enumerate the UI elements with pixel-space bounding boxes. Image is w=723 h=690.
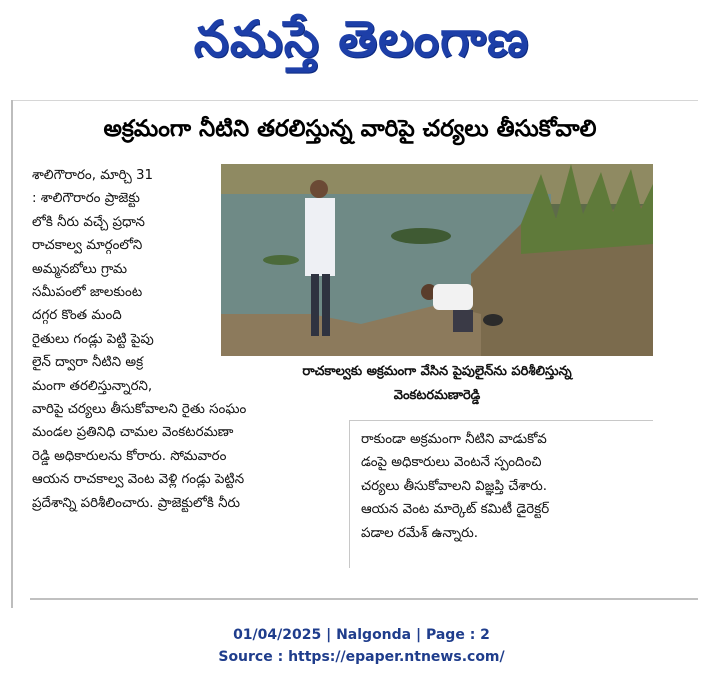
- body-line: రాకుండా అక్రమంగా నీటిని వాడుకోవ: [361, 432, 547, 447]
- body-line: : శాలిగౌరారం ప్రాజెక్టు: [32, 191, 140, 207]
- body-line: చర్యలు తీసుకోవాలని విజ్ఞప్తి చేశారు.: [361, 478, 548, 494]
- photo-weeds: [391, 228, 451, 244]
- footer-source-link[interactable]: Source : https://epaper.ntnews.com/: [218, 649, 505, 665]
- photo-caption: [221, 360, 653, 414]
- body-line: ఆయన రాచకాల్వ వెంట వెళ్లి గండ్లు పెట్టిన: [32, 472, 245, 488]
- body-line: లైన్ ద్వారా నీటిని అక్ర: [32, 355, 144, 371]
- body-line: డంపై అధికారులు వెంటనే స్పందించి: [361, 455, 542, 471]
- bottom-rule: [30, 598, 698, 600]
- photo-man-head: [310, 180, 328, 198]
- body-line: రైతులు గండ్లు పెట్టి పైపు: [32, 331, 154, 347]
- body-line: ప్రదేశాన్ని పరిశీలించారు. ప్రాజెక్టులోకి నీరు: [32, 495, 241, 511]
- article-body-left: [32, 164, 247, 515]
- photo-crouching-shirt: [433, 284, 473, 310]
- photo-man-shirt: [305, 198, 335, 276]
- body-line: మండల ప్రతినిధి చామల వెంకటరమణా: [32, 425, 234, 441]
- body-line: లోకి నీరు వచ్చే ప్రధాన: [32, 214, 145, 230]
- photo-weeds: [263, 255, 299, 265]
- body-line: సమీపంలో జాలకుంట: [32, 285, 143, 301]
- frame-top-rule: [11, 100, 698, 101]
- photo-man-leg: [311, 274, 319, 336]
- photo-man-leg: [322, 274, 330, 336]
- column-divider-horizontal: [349, 420, 653, 421]
- body-line: శాలిగౌరారం, మార్చి 31: [32, 168, 154, 183]
- photo-crouching-legs: [453, 310, 473, 332]
- footer-date-edition: 01/04/2025 | Nalgonda | Page : 2: [233, 627, 490, 643]
- body-line: ఆయన వెంట మార్కెట్ కమిటీ డైరెక్టర్: [361, 502, 550, 518]
- newspaper-masthead: నమస్తే తెలంగాణ: [193, 10, 530, 68]
- article-body-right: [361, 428, 661, 545]
- page-footer: [0, 624, 723, 668]
- body-line: రాచకాల్వ మార్గంలోని: [32, 238, 143, 254]
- body-line: దగ్గర కొంత మంది: [32, 308, 122, 324]
- caption-line: రాచకాల్వకు అక్రమంగా వేసిన పైపులైన్‌ను పరిశీలిస్తున్న: [302, 364, 572, 379]
- frame-left-rule: [11, 100, 13, 608]
- column-divider-vertical: [349, 420, 350, 568]
- photo-pipe: [483, 314, 503, 326]
- body-line: రెడ్డి అధికారులను కోరారు. సోమవారం: [32, 448, 227, 464]
- body-line: మంగా తరలిస్తున్నారని,: [32, 378, 153, 394]
- news-photo: [221, 164, 653, 356]
- body-line: అమ్మనబోలు గ్రామ: [32, 261, 128, 277]
- body-line: పడాల రమేశ్ ఉన్నారు.: [361, 525, 478, 541]
- body-line: వారిపై చర్యలు తీసుకోవాలని రైతు సంఘం: [32, 402, 247, 418]
- article-headline: అక్రమంగా నీటిని తరలిస్తున్న వారిపై చర్యలు తీసుకోవాలి: [103, 116, 597, 142]
- caption-line: వెంకటరమణారెడ్డి: [393, 388, 481, 403]
